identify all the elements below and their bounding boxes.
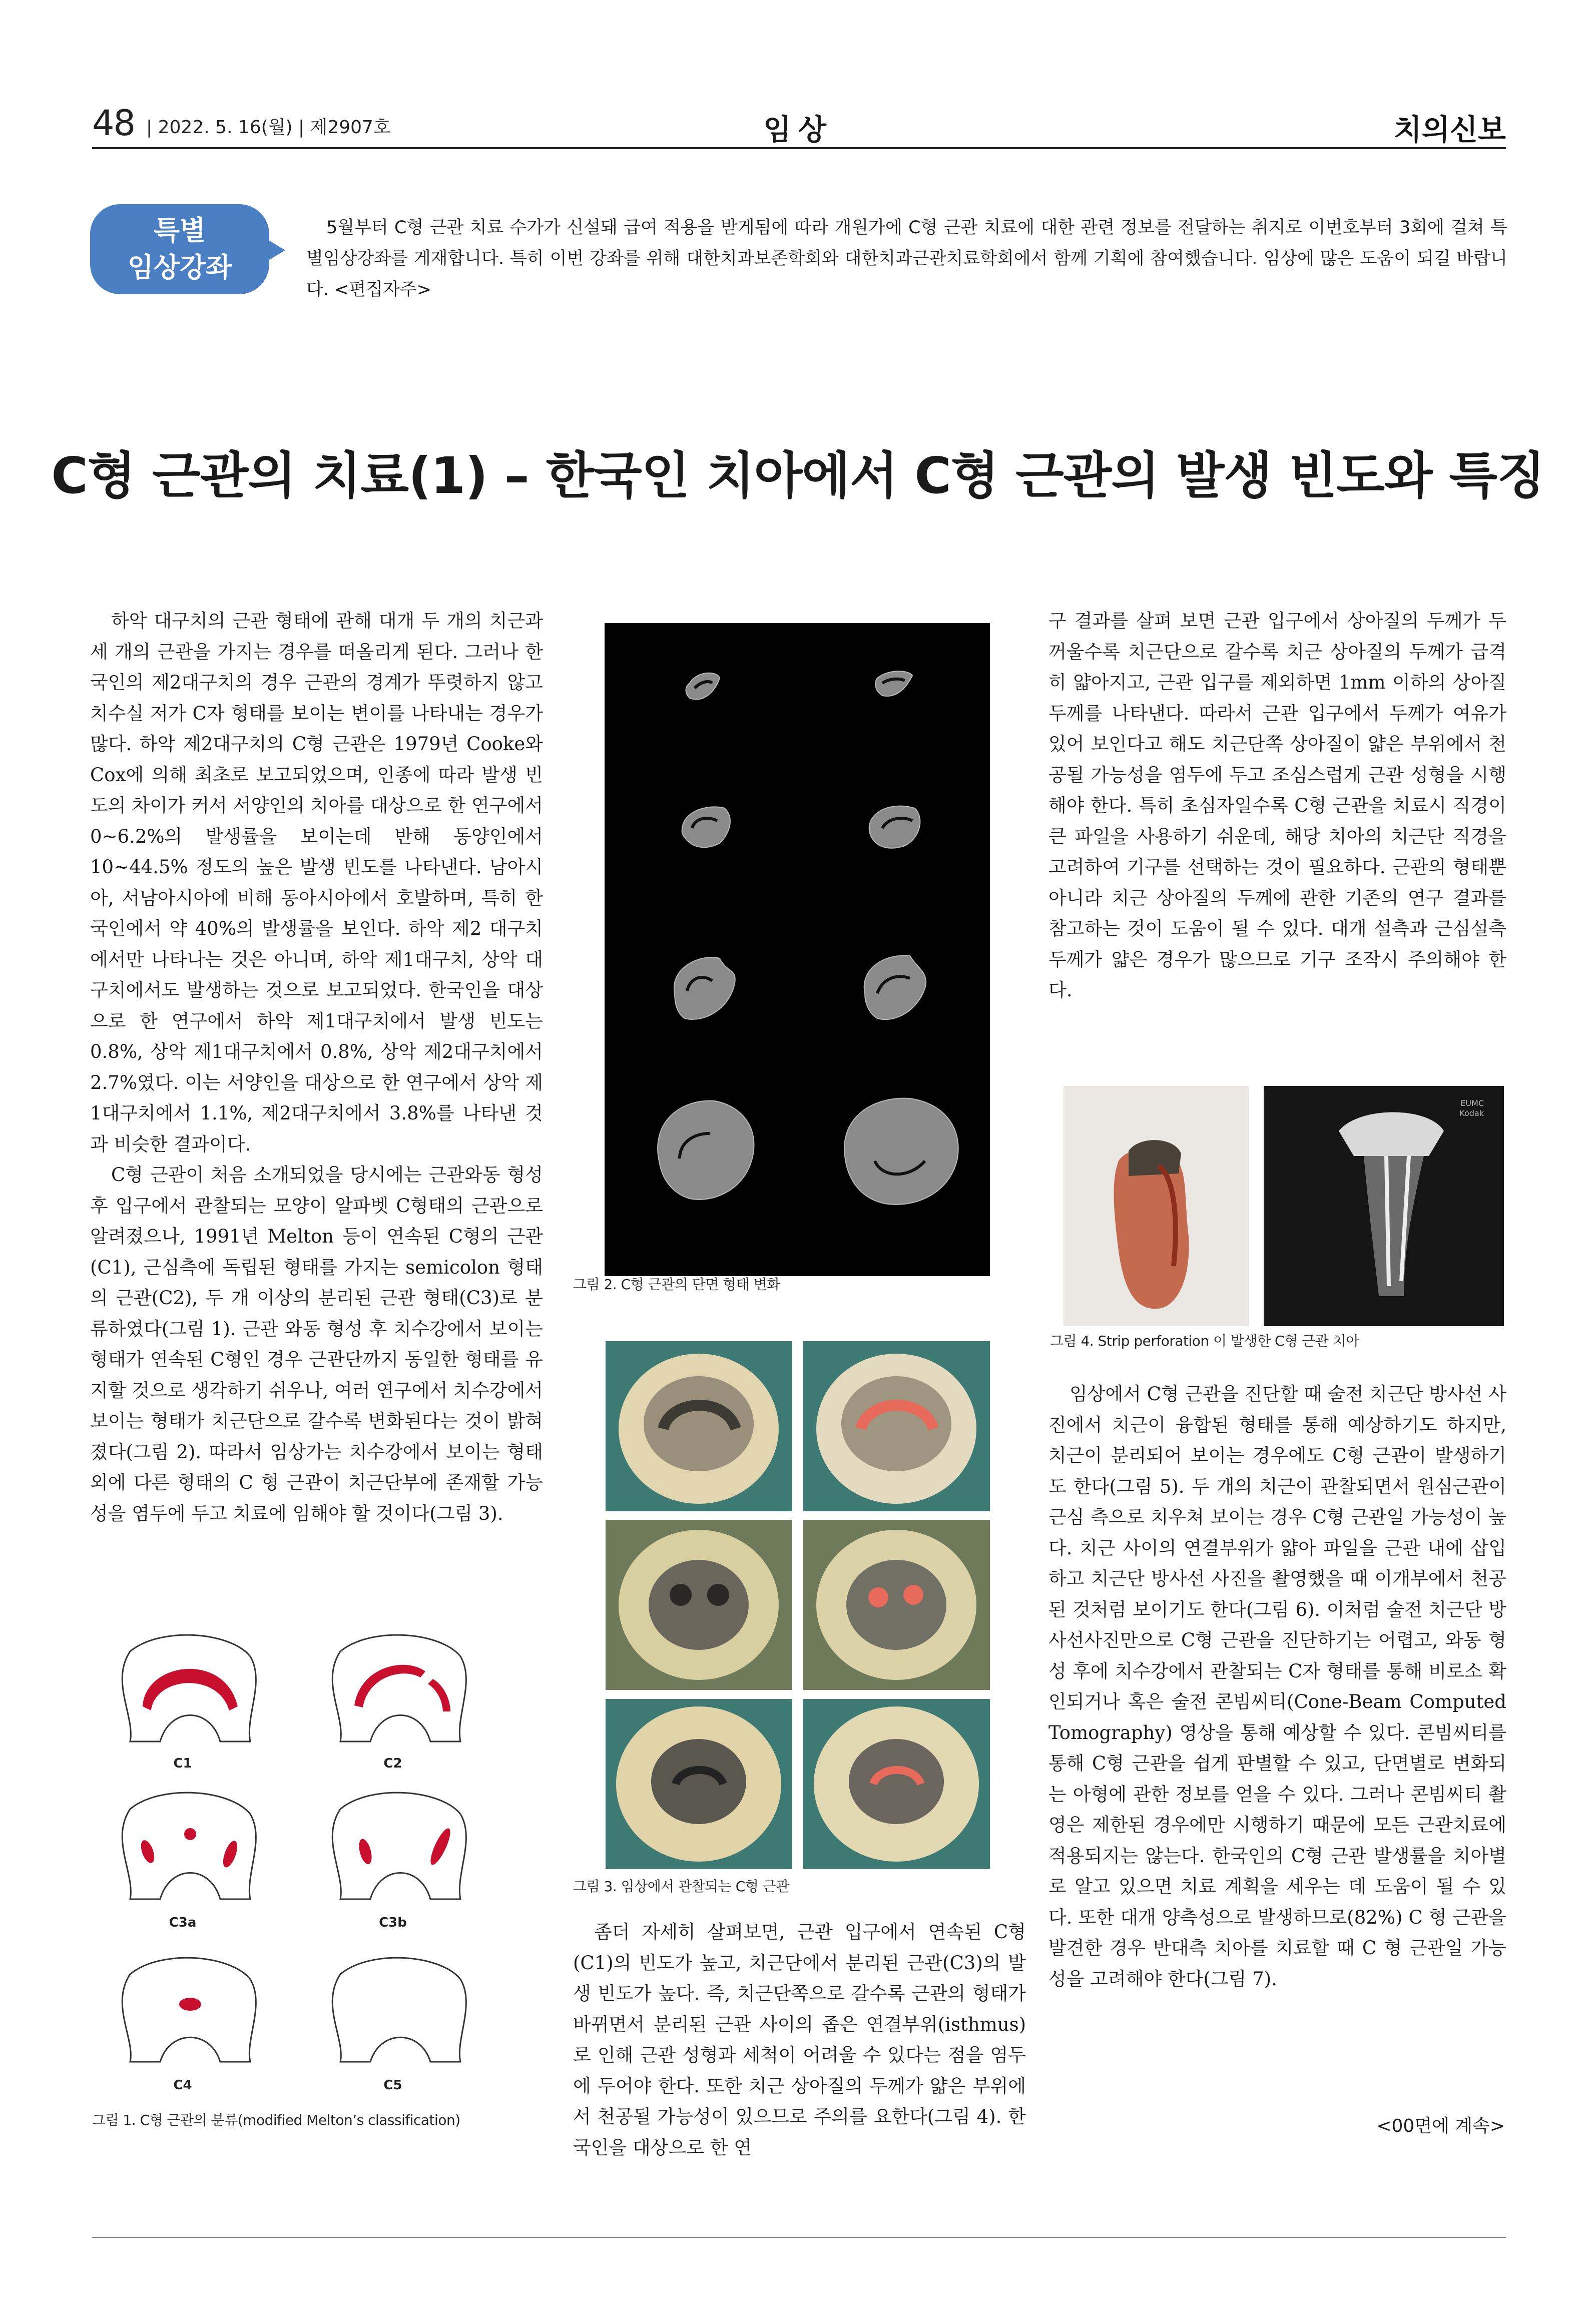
editor-intro: 5월부터 C형 근관 치료 수가가 신설돼 급여 적용을 받게됨에 따라 개원가에 C형 근관 치료에 대한 관련 정보를 전달하는 취지로 이번호부터 3회에 걸쳐 특별임상강좌를 게재합니다. 특히 이번 강좌를 위해 대한치과보존학회와 대한치과근관치료학회에서 함께 기획에 참여했습니다. 임상에 많은 도움이 되길 바랍니다. <편집자주>: [306, 218, 1507, 300]
clinical-photo-5: [606, 1699, 792, 1869]
canal-c4: [179, 1998, 201, 2011]
figure-2-caption: 그림 2. C형 근관의 단면 형태 변화: [573, 1276, 780, 1293]
article-column-1: [90, 606, 543, 1529]
label-c4: C4: [173, 2078, 192, 2093]
clinical-photo-2: [803, 1341, 990, 1511]
special-lecture-badge: [90, 204, 269, 294]
article-column-3-top: [1048, 606, 1506, 1006]
badge-line-1: 특별: [153, 215, 206, 246]
article-column-3-bottom: [1048, 1379, 1506, 1994]
xray-label: Kodak: [1459, 1108, 1484, 1118]
footer-rule: [92, 2237, 1506, 2238]
badge-line-2: 임상강좌: [127, 252, 232, 283]
issue-date: | 2022. 5. 16(월) | 제2907호: [146, 117, 391, 138]
tooth-outline-c5: [332, 1958, 466, 2062]
tooth-outline-c2: [332, 1635, 466, 1741]
badge-pointer: [260, 235, 285, 265]
continued-note: <00면에 계속>: [1376, 2116, 1505, 2136]
tooth-outline-c1: [122, 1635, 256, 1741]
clinical-photo-3: [606, 1520, 792, 1690]
label-c2: C2: [383, 1756, 402, 1771]
clinical-photo-1: [606, 1341, 792, 1511]
article-column-2: [573, 1917, 1026, 2163]
paragraph: 좀더 자세히 살펴보면, 근관 입구에서 연속된 C형(C1)의 빈도가 높고, 치근단에서 분리된 근관(C3)의 발생 빈도가 높다. 즉, 치근단쪽으로 갈수록 근관의 형태가 바뀌면서 분리된 근관 사이의 좁은 연결부위(isthmus)로 인해 근관 성형과 세척이 어려울 수 있다는 점을 염두에 두어야 한다. 또한 치근 상아질의 두께가 얇은 부위에서 천공될 가능성이 있으므로 주의를 요한다(그림 4). 한국인을 대상으로 한 연: [573, 1921, 1026, 2158]
figure-3-caption: 그림 3. 임상에서 관찰되는 C형 근관: [573, 1878, 789, 1895]
label-c3a: C3a: [169, 1915, 197, 1930]
newspaper-name: 치의신보: [1393, 113, 1506, 147]
article-title: C형 근관의 치료(1) – 한국인 치아에서 C형 근관의 발생 빈도와 특징: [51, 446, 1545, 505]
clinical-photo-6: [803, 1699, 990, 1869]
figure-3-clinical-photos: [606, 1341, 990, 1869]
figure-1-caption: 그림 1. C형 근관의 분류(modified Melton’s classification): [92, 2112, 460, 2128]
clinical-photo-4: [803, 1520, 990, 1690]
label-c3b: C3b: [379, 1915, 407, 1930]
canal-c3a-2: [184, 1828, 196, 1840]
paragraph: 구 결과를 살펴 보면 근관 입구에서 상아질의 두께가 두꺼울수록 치근단으로 갈수록 치근 상아질의 두께가 급격히 얇아지고, 근관 입구를 제외하면 1mm 이하의 상아질 두께를 나타낸다. 따라서 근관 입구에서 두께가 여유가 있어 보인다고 해도 치근단쪽 상아질이 얇은 부위에서 천공될 가능성을 염두에 두고 조심스럽게 근관 성형을 시행해야 한다. 특히 초심자일수록 C형 근관을 치료시 직경이 큰 파일을 사용하기 쉬운데, 해당 치아의 치근단 직경을 고려하여 기구를 선택하는 것이 필요하다. 근관의 형태뿐 아니라 치근 상아질의 두께에 관한 기존의 연구 결과를 참고하는 것이 도움이 될 수 있다. 대개 설측과 근심설측 두께가 얇은 경우가 많으므로 기구 조작시 주의해야 한다.: [1048, 610, 1506, 1001]
page-number: 48: [92, 103, 135, 144]
header-rule: [92, 147, 1506, 149]
xray-label: EUMC: [1460, 1098, 1484, 1108]
figure-4-periapical-xray: [1264, 1086, 1504, 1326]
figure-4-extracted-tooth-photo: [1063, 1086, 1249, 1326]
figure-2-cross-sections: [605, 623, 990, 1276]
label-c5: C5: [383, 2078, 402, 2093]
figure-1-classification-diagram: [100, 1631, 541, 2097]
label-c1: C1: [173, 1756, 192, 1771]
paragraph: 임상에서 C형 근관을 진단할 때 술전 치근단 방사선 사진에서 치근이 융합된 형태를 통해 예상하기도 하지만, 치근이 분리되어 보이는 경우에도 C형 근관이 발생하기도 한다(그림 5). 두 개의 치근이 관찰되면서 원심근관이 근심 측으로 치우쳐 보이는 경우 C형 근관일 가능성이 높다. 치근 사이의 연결부위가 얇아 파일을 근관 내에 삽입하고 치근단 방사선 사진을 촬영했을 때 이개부에서 천공된 것처럼 보이기도 한다(그림 6). 이처럼 술전 치근단 방사선사진만으로 C형 근관을 진단하기는 어렵고, 와동 형성 후에 치수강에서 관찰되는 C자 형태를 통해 비로소 확인되거나 혹은 술전 콘빔씨티(Cone-Beam Computed Tomography) 영상을 통해 예상할 수 있다. 콘빔씨티를 통해 C형 근관을 쉽게 판별할 수 있고, 단면별로 변화되는 아형에 관한 정보를 얻을 수 있다. 그러나 콘빔씨티 촬영은 제한된 경우에만 시행하기 때문에 모든 근관치료에 적용되지는 않는다. 한국인의 C형 근관 발생률을 치아별로 알고 있으면 치료 계획을 세우는 데 도움이 될 수 있다. 또한 대개 양측성으로 발생하므로(82%) C 형 근관을 발견한 경우 반대측 치아를 치료할 때 C 형 근관일 가능성을 고려해야 한다(그림 7).: [1048, 1383, 1506, 1990]
paragraph: 하악 대구치의 근관 형태에 관해 대개 두 개의 치근과 세 개의 근관을 가지는 경우를 떠올리게 된다. 그러나 한국인의 제2대구치의 경우 근관의 경계가 뚜렷하지 않고 치수실 저가 C자 형태를 보이는 변이를 나타내는 경우가 많다. 하악 제2대구치의 C형 근관은 1979년 Cooke와 Cox에 의해 최초로 보고되었으며, 인종에 따라 발생 빈도의 차이가 커서 서양인의 치아를 대상으로 한 연구에서 0~6.2%의 발생률을 보이는데 반해 동양인에서 10~44.5% 정도의 높은 발생 빈도를 나타낸다. 남아시아, 서남아시아에 비해 동아시아에서 호발하며, 특히 한국인에서 약 40%의 발생률을 보인다. 하악 제2 대구치에서만 나타나는 것은 아니며, 하악 제1대구치, 상악 대구치에서도 발생하는 것으로 보고되었다. 한국인을 대상으로 한 연구에서 하악 제1대구치에서 발생 빈도는 0.8%, 상악 제1대구치에서 0.8%, 상악 제2대구치에서 2.7%였다. 이는 서양인을 대상으로 한 연구에서 상악 제1대구치에서 1.1%, 제2대구치에서 3.8%를 나타낸 것과 비슷한 결과이다.: [90, 610, 543, 1155]
paragraph: C형 근관이 처음 소개되었을 당시에는 근관와동 형성 후 입구에서 관찰되는 모양이 알파벳 C형태의 근관으로 알려졌으나, 1991년 Melton 등이 연속된 C형의 근관(C1), 근심측에 독립된 형태를 가지는 semicolon 형태의 근관(C2), 두 개 이상의 분리된 근관 형태(C3)로 분류하였다(그림 1). 근관 와동 형성 후 치수강에서 보이는 형태가 연속된 C형인 경우 근관단까지 동일한 형태를 유지할 것으로 생각하기 쉬우나, 여러 연구에서 치수강에서 보이는 형태가 치근단으로 갈수록 변화된다는 것이 밝혀졌다(그림 2). 따라서 임상가는 치수강에서 보이는 형태 외에 다른 형태의 C 형 근관이 치근단부에 존재할 가능성을 염두에 두고 치료에 임해야 할 것이다(그림 3).: [90, 1164, 543, 1524]
section-name: 임상: [763, 113, 834, 147]
figure-4-caption: 그림 4. Strip perforation 이 발생한 C형 근관 치아: [1050, 1333, 1359, 1349]
